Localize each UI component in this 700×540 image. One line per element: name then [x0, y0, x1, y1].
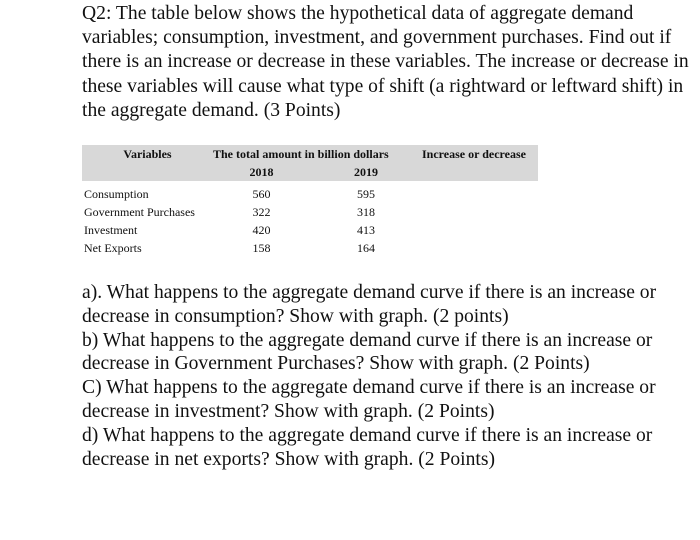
- table-row: [82, 239, 538, 257]
- year-2019: 2019: [354, 164, 378, 179]
- row-change-cell: [422, 203, 538, 221]
- table-row: [82, 203, 538, 221]
- row-value-2018: 158: [252, 240, 271, 255]
- row-change-cell: [422, 221, 538, 239]
- table-year-row: [82, 163, 538, 181]
- year-row-change-blank: [422, 163, 538, 181]
- row-variable-name: Government Purchases: [84, 204, 195, 219]
- row-change-cell: [422, 239, 538, 257]
- row-variable-name: Consumption: [84, 186, 149, 201]
- row-value-2019: 595: [357, 186, 375, 201]
- row-value-2019: 318: [357, 204, 375, 219]
- aggregate-demand-table: [82, 145, 538, 257]
- sub-question-d: d) What happens to the aggregate demand curve if there is an increase or decrease in net exports? Show with graph. (2 Points): [82, 424, 653, 470]
- row-value-2018: 560: [252, 186, 271, 201]
- header-variables: Variables: [123, 146, 172, 161]
- sub-question-b: b) What happens to the aggregate demand curve if there is an increase or decrease in Government Purchases? Show with graph. (2 Points): [82, 329, 653, 375]
- year-2018: 2018: [249, 164, 274, 179]
- row-value-2019: 413: [357, 222, 375, 237]
- question-text: Q2: The table below shows the hypothetical data of aggregate demand variables; consumption, investment, and government purchases. Find out if there is an increase or decrease in these variables. The increase or decrease in these variables will cause what type of shift (a rightward or leftward shift) in the aggregate demand. (3 Points): [82, 3, 689, 121]
- row-value-2018: 322: [252, 204, 271, 219]
- sub-question-c: C) What happens to the aggregate demand curve if there is an increase or decrease in investment? Show with graph. (2 Points): [82, 377, 656, 422]
- table-row: [82, 185, 538, 203]
- header-total-amount: The total amount in billion dollars: [213, 146, 389, 161]
- row-variable-name: Investment: [84, 222, 138, 237]
- sub-questions: [82, 281, 694, 471]
- table-header-row: [82, 145, 538, 163]
- row-variable-name: Net Exports: [84, 240, 142, 255]
- row-value-2019: 164: [357, 240, 375, 255]
- year-row-blank: [82, 163, 213, 181]
- row-value-2018: 420: [252, 222, 271, 237]
- sub-question-a: a). What happens to the aggregate demand curve if there is an increase or decrease in consumption? Show with graph. (2 points): [82, 282, 657, 327]
- header-increase-decrease: Increase or decrease: [422, 146, 526, 161]
- table-row: [82, 221, 538, 239]
- row-change-cell: [422, 185, 538, 203]
